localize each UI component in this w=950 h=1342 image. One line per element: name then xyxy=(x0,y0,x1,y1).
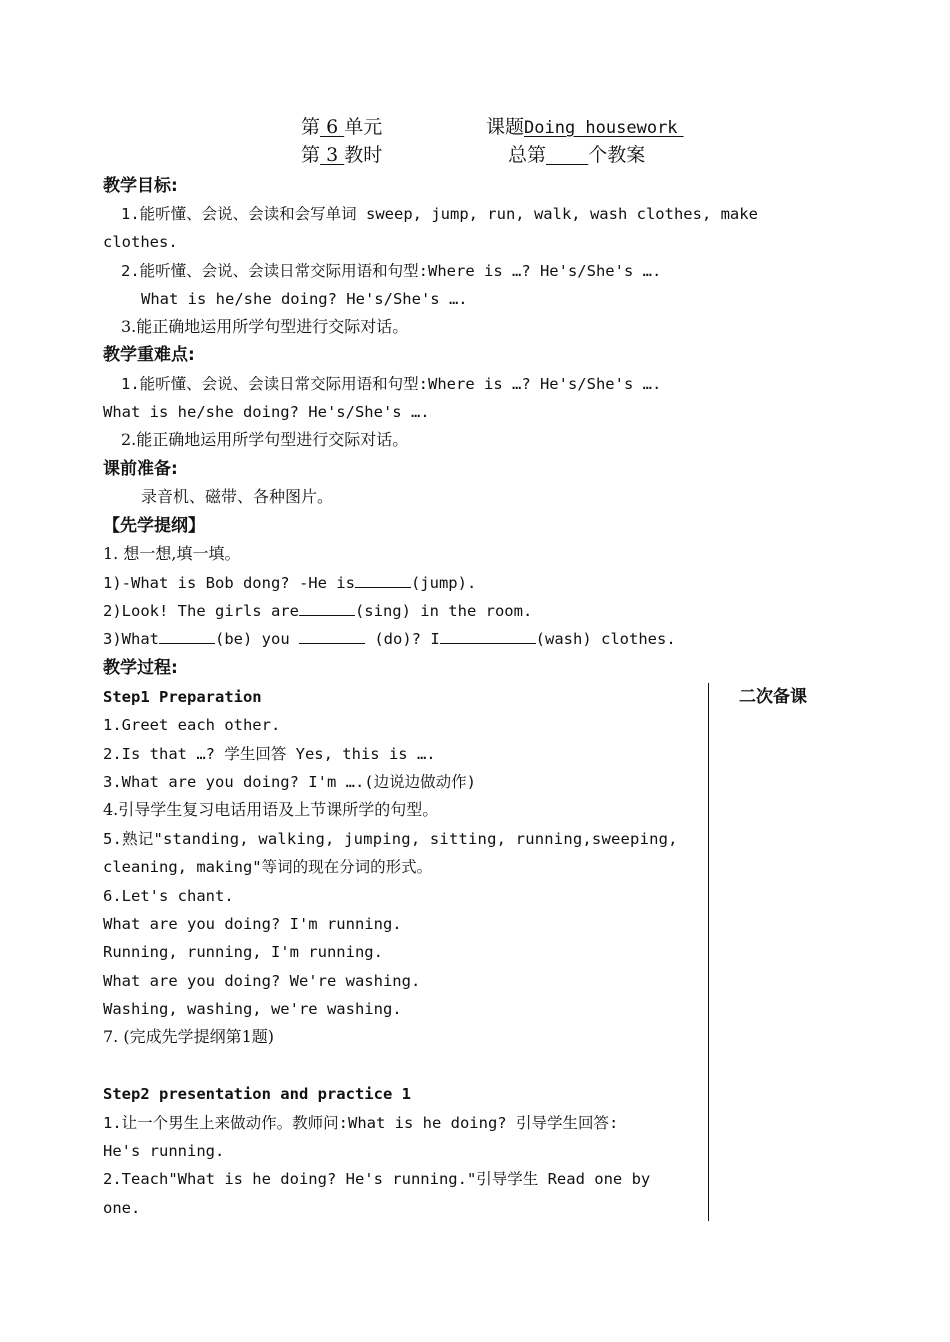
answer-blank xyxy=(159,627,215,644)
step2-item-2-line-b: one. xyxy=(103,1199,141,1217)
step1-item-2: 2.Is that …? 学生回答 Yes, this is …. xyxy=(103,745,436,763)
key-point-1-line-a: 1.能听懂、会说、会读日常交际用语和句型:Where is …? He's/She's …. xyxy=(121,375,662,393)
column-divider xyxy=(708,683,709,1221)
chant-line-3: What are you doing? We're washing. xyxy=(103,972,421,990)
step1-item-3: 3.What are you doing? I'm ….(边说边做动作) xyxy=(103,773,476,791)
answer-blank xyxy=(299,599,355,616)
step1-item-4: 4.引导学生复习电话用语及上节课所学的句型。 xyxy=(103,800,439,819)
step1-item-5-line-a: 5.熟记"standing, walking, jumping, sitting, running,sweeping, xyxy=(103,830,678,848)
secondary-prep-label: 二次备课 xyxy=(739,687,807,707)
answer-blank xyxy=(355,571,411,588)
pre-study-q1: 1)-What is Bob dong? -He is (jump). xyxy=(103,569,476,597)
chant-line-2: Running, running, I'm running. xyxy=(103,943,383,961)
unit-heading: 第 6 单元 xyxy=(301,116,383,138)
step2-item-2-line-a: 2.Teach"What is he doing? He's running."引导学生 Read one by xyxy=(103,1170,651,1188)
pre-study-heading: 【先学提纲】 xyxy=(103,516,205,536)
preparation-text: 录音机、磁带、各种图片。 xyxy=(141,487,334,506)
step2-heading: Step2 presentation and practice 1 xyxy=(103,1085,411,1103)
title-row-2 xyxy=(0,141,950,169)
chant-line-1: What are you doing? I'm running. xyxy=(103,915,402,933)
key-point-2: 2.能正确地运用所学句型进行交际对话。 xyxy=(121,430,409,449)
topic-heading: 课题Doing housework xyxy=(486,116,678,138)
step1-heading: Step1 Preparation xyxy=(103,688,262,706)
preparation-heading: 课前准备: xyxy=(103,459,178,479)
answer-blank xyxy=(440,627,536,644)
title-block xyxy=(0,113,950,169)
objectives-heading: 教学目标: xyxy=(103,176,178,196)
total-heading: 总第 个教案 xyxy=(508,144,646,166)
period-heading: 第 3 教时 xyxy=(301,144,383,166)
title-row-1 xyxy=(0,113,950,141)
objective-2-line-a: 2.能听懂、会说、会读日常交际用语和句型:Where is …? He's/She's …. xyxy=(121,262,662,280)
chant-line-4: Washing, washing, we're washing. xyxy=(103,1000,402,1018)
key-point-1-line-b: What is he/she doing? He's/She's …. xyxy=(103,403,430,421)
pre-study-q3: 3)What (be) you (do)? I (wash) clothes. xyxy=(103,625,676,653)
step1-item-1: 1.Greet each other. xyxy=(103,716,281,734)
step1-item-6: 6.Let's chant. xyxy=(103,887,234,905)
answer-blank xyxy=(299,627,365,644)
pre-study-q2: 2)Look! The girls are (sing) in the room. xyxy=(103,597,532,625)
step1-item-5-line-b: cleaning, making"等词的现在分词的形式。 xyxy=(103,858,433,876)
step2-item-1-line-b: He's running. xyxy=(103,1142,225,1160)
objective-1-line-b: clothes. xyxy=(103,233,178,251)
objective-2-line-b: What is he/she doing? He's/She's …. xyxy=(141,290,468,308)
step1-item-7: 7. (完成先学提纲第1题) xyxy=(103,1027,275,1046)
objective-1-line-a: 1.能听懂、会说、会读和会写单词 sweep, jump, run, walk, wash clothes, make xyxy=(121,205,758,223)
process-heading: 教学过程: xyxy=(103,658,178,678)
objective-3: 3.能正确地运用所学句型进行交际对话。 xyxy=(121,317,409,336)
key-points-heading: 教学重难点: xyxy=(103,345,195,365)
step2-item-1-line-a: 1.让一个男生上来做动作。教师问:What is he doing? 引导学生回答: xyxy=(103,1114,619,1132)
pre-study-question-title: 1. 想一想,填一填。 xyxy=(103,544,241,563)
